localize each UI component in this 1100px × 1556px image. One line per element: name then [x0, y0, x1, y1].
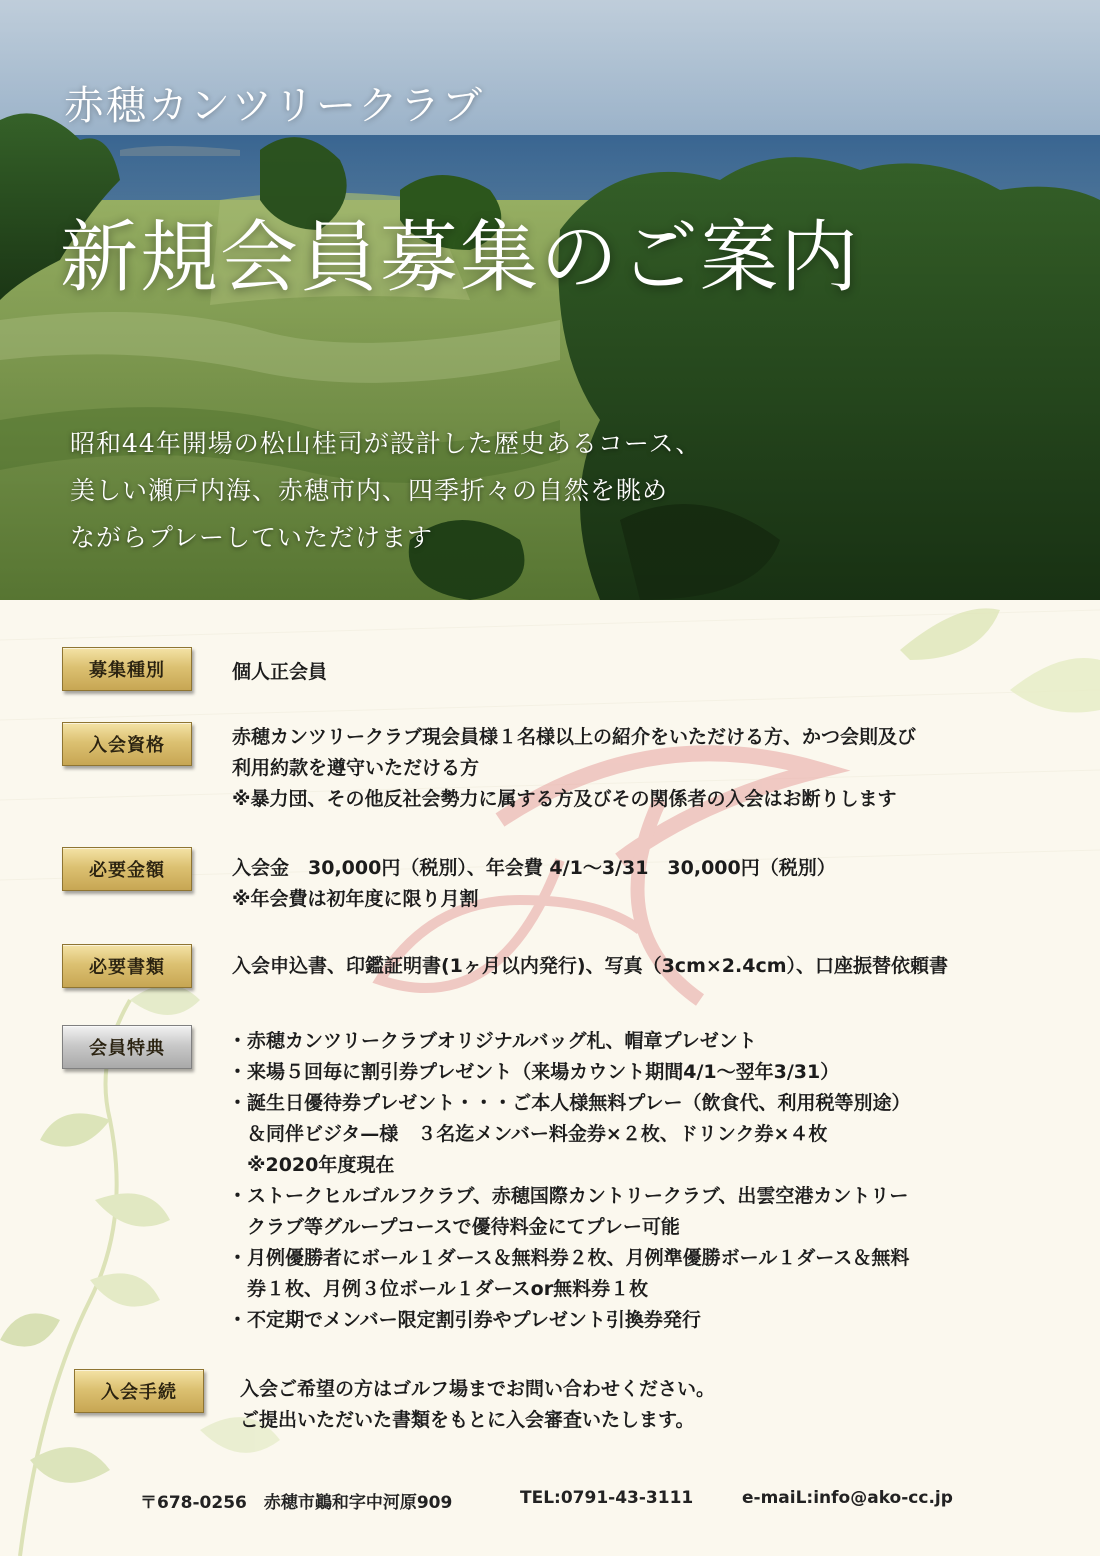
intro-line: 昭和44年開場の松山桂司が設計した歴史あるコース、 — [70, 429, 702, 458]
documents-line: 入会申込書、印鑑証明書(1ヶ月以内発行)、写真（3cm×2.4cm）、口座振替依頼書 — [232, 955, 949, 977]
benefit-item: ・月例優勝者にボール１ダース＆無料券２枚、月例準優勝ボール１ダース＆無料 — [228, 1247, 910, 1269]
procedure-line: ご提出いただいた書類をもとに入会審査いたします。 — [240, 1409, 695, 1431]
intro-text — [70, 420, 701, 561]
tag-documents: 必要書類 — [62, 944, 192, 988]
fees-line: 入会金 30,000円（税別）、年会費 4/1～3/31 30,000円（税別） — [232, 857, 836, 879]
tag-procedure: 入会手続 — [74, 1369, 204, 1413]
leaf-icon — [900, 608, 1000, 660]
benefit-item: ＆同伴ビジタ—様 ３名迄メンバー料金券×２枚、ドリンク券×４枚 — [228, 1123, 828, 1145]
procedure-line: 入会ご希望の方はゴルフ場までお問い合わせください。 — [240, 1378, 716, 1400]
benefit-item: クラブ等グループコースで優待料金にてプレー可能 — [228, 1216, 680, 1238]
eligibility-text — [232, 722, 916, 815]
benefit-item: ・不定期でメンバー限定割引券やプレゼント引換券発行 — [228, 1309, 701, 1331]
tag-eligibility: 入会資格 — [62, 722, 192, 766]
tag-benefits: 会員特典 — [62, 1025, 192, 1069]
type-line: 個人正会員 — [232, 661, 328, 683]
hero-photo — [0, 0, 1100, 600]
club-name: 赤穂カンツリークラブ — [64, 83, 484, 129]
page-title: 新規会員募集のご案内 — [60, 213, 861, 303]
eligibility-line: 赤穂カンツリークラブ現会員様１名様以上の紹介をいただける方、かつ会則及び — [232, 726, 917, 748]
footer-email: e-maiL:info@ako-cc.jp — [742, 1488, 953, 1508]
footer-address: 〒678-0256 赤穂市鷆和字中河原909 — [140, 1493, 453, 1513]
benefit-item: ・ストークヒルゴルフクラブ、赤穂国際カントリークラブ、出雲空港カントリー — [228, 1185, 909, 1207]
benefits-list — [228, 1026, 910, 1336]
benefit-item: ・誕生日優待券プレゼント・・・ご本人様無料プレー（飲食代、利用税等別途） — [228, 1092, 911, 1114]
footer-tel: TEL:0791-43-3111 — [520, 1488, 694, 1508]
fees-text — [232, 853, 836, 915]
eligibility-line: 利用約款を遵守いただける方 — [232, 757, 480, 779]
intro-line: 美しい瀬戸内海、赤穂市内、四季折々の自然を眺め — [70, 476, 669, 505]
intro-line: ながらプレーしていただけます — [70, 523, 434, 552]
benefit-item: ※2020年度現在 — [228, 1154, 395, 1176]
benefit-item: ・赤穂カンツリークラブオリジナルバッグ札、帽章プレゼント — [228, 1030, 757, 1052]
tag-type: 募集種別 — [62, 647, 192, 691]
fees-line: ※年会費は初年度に限り月割 — [232, 888, 479, 910]
benefit-item: 券１枚、月例３位ボール１ダースor無料券１枚 — [228, 1278, 649, 1300]
leaf-icon — [1010, 658, 1100, 713]
tag-fees: 必要金額 — [62, 847, 192, 891]
benefit-item: ・来場５回毎に割引券プレゼント（来場カウント期間4/1～翌年3/31） — [228, 1061, 840, 1083]
type-value — [232, 657, 327, 688]
eligibility-line: ※暴力団、その他反社会勢力に属する方及びその関係者の入会はお断りします — [232, 788, 897, 810]
documents-text — [232, 951, 948, 982]
procedure-text — [240, 1374, 715, 1436]
